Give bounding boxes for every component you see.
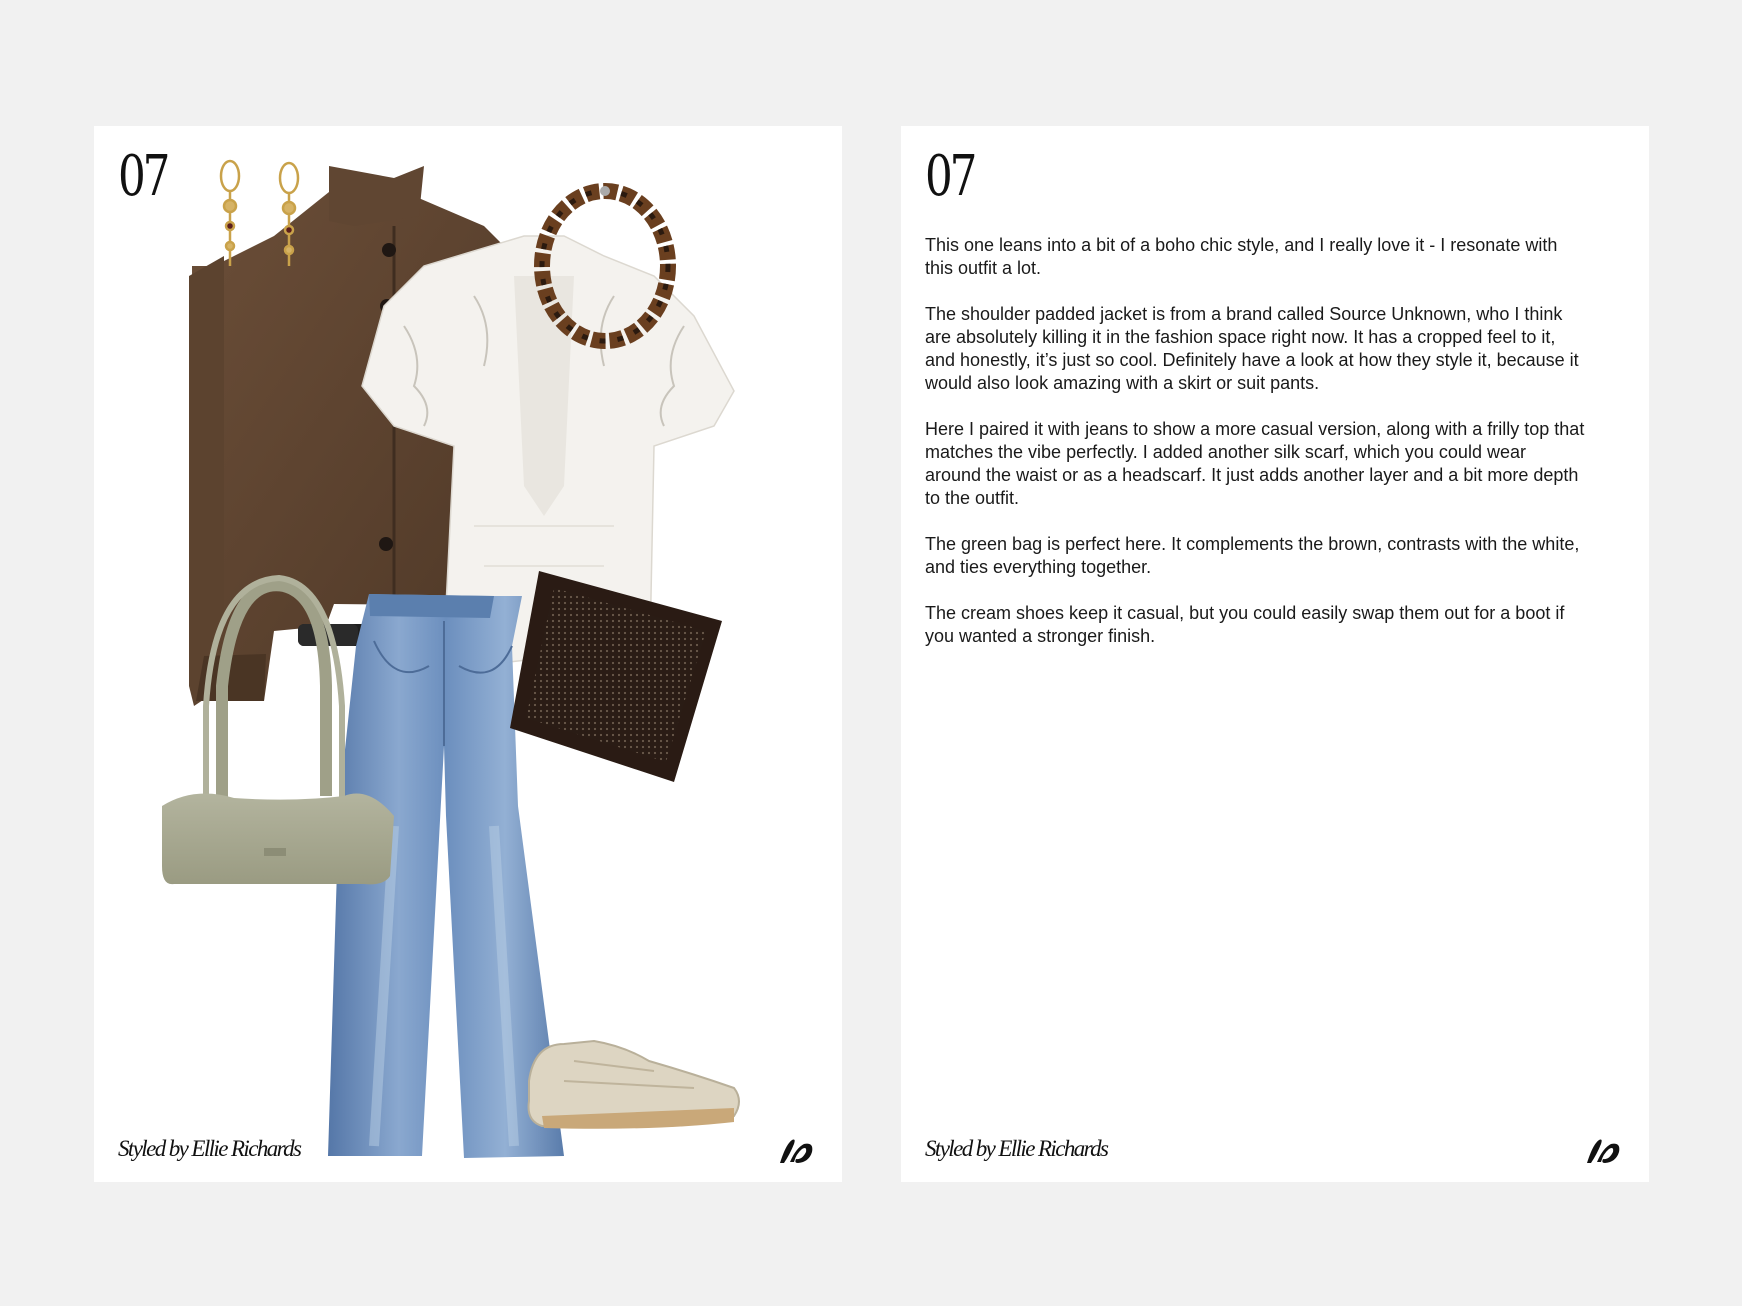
stylist-credit: Styled by Ellie Richards <box>118 1136 301 1161</box>
stylist-credit: Styled by Ellie Richards <box>925 1136 1108 1161</box>
brand-monogram-icon <box>1583 1136 1623 1166</box>
description-page <box>901 126 1649 1182</box>
paragraph: The green bag is perfect here. It complements the brown, contrasts with the white, and ties everything together. <box>925 534 1580 577</box>
outfit-collage <box>94 126 842 1182</box>
page-number: 07 <box>925 144 975 209</box>
page-number: 07 <box>118 144 168 209</box>
scarf-image <box>510 571 722 782</box>
paragraph: The shoulder padded jacket is from a brand called Source Unknown, who I think are absolutely killing it in the fashion space right now. It has a cropped feel to it, and honestly, it’s just so cool. Definitely have a look at how they style it, because it would also look amazing with a skirt or suit pants. <box>925 304 1579 393</box>
paragraph: This one leans into a bit of a boho chic style, and I really love it - I resonate with this outfit a lot. <box>925 235 1558 278</box>
paragraph: The cream shoes keep it casual, but you could easily swap them out for a boot if you wanted a stronger finish. <box>925 603 1565 646</box>
paragraph: Here I paired it with jeans to show a more casual version, along with a frilly top that matches the vibe perfectly. I added another silk scarf, which you could wear around the waist or as a headscarf. It just adds another layer and a bit more depth to the outfit. <box>925 419 1585 508</box>
brand-monogram-icon <box>776 1136 816 1166</box>
outfit-description <box>925 234 1585 671</box>
outfit-page <box>94 126 842 1182</box>
sneakers-image <box>529 1041 739 1129</box>
